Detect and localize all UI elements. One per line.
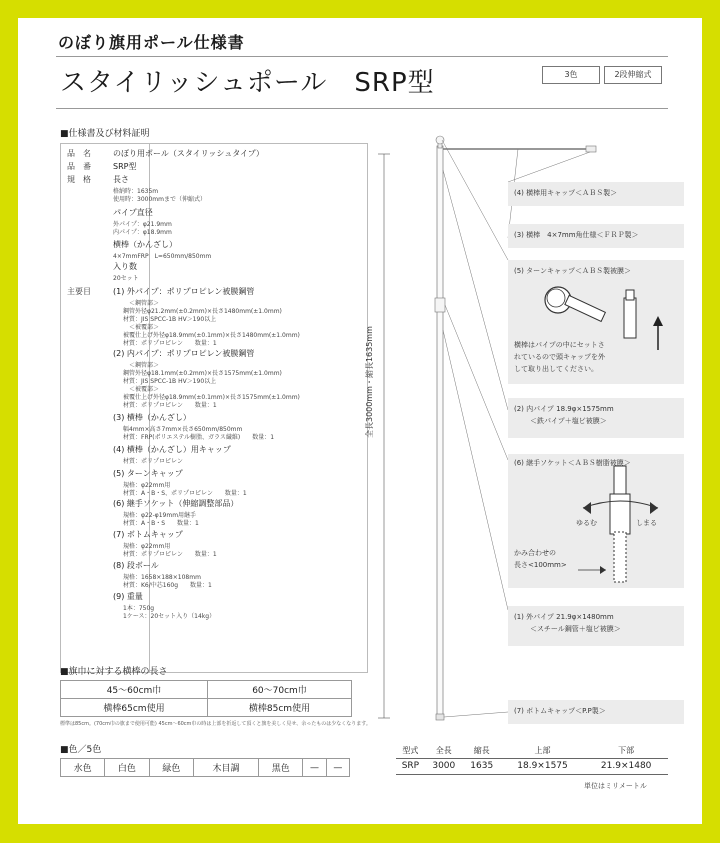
item-4-head: (4) 横棒（かんざし）用キャップ (113, 445, 231, 454)
item-2-head: (2) 内パイプ：ポリプロピレン被膜鋼管 (113, 349, 255, 358)
item-1-line: 材質：ポリプロピレン 数量：1 (123, 340, 217, 347)
item-1-line: 材質：JIS SPCC-1B HV＞190以上 (123, 316, 217, 323)
color-cell: — (326, 759, 349, 777)
color-table (60, 758, 350, 777)
callout-6: (6) 継手ソケット＜ＡＢＳ樹脂被膜＞ (514, 459, 631, 467)
spec-heading: ■仕様書及び材料証明 (60, 129, 150, 139)
name-label: 品 名 (67, 149, 91, 158)
item-7-line: 規格：φ22mm用 (123, 543, 171, 550)
bar-length-heading: ■旗巾に対する横棒の長さ (60, 667, 168, 677)
color-cell: 水色 (61, 759, 105, 777)
callout-1-line-2: ＜スチール鋼管＋塩ビ被膜＞ (530, 625, 621, 633)
pole-shaft (437, 146, 443, 716)
color-cell: 白色 (105, 759, 149, 777)
joint-socket (435, 298, 445, 312)
item-6-head: (6) 継手ソケット（伸縮調整部品） (113, 499, 239, 508)
name-value: のぼり用ポール（スタイリッシュタイプ） (113, 149, 264, 158)
item-9-head: (9) 重量 (113, 592, 143, 601)
item-1-line: 被覆仕上げ外径φ18.9mm(±0.1mm)×長さ1480mm(±1.0mm) (123, 332, 300, 339)
color-cell: 緑色 (149, 759, 193, 777)
callout-7: (7) ボトムキャップ＜P.P製＞ (514, 707, 606, 715)
item-2-line: ＜鋼管部＞ (129, 362, 160, 369)
top-knob (436, 136, 444, 144)
color-cell: 木目調 (193, 759, 258, 777)
callout-5-note: 横棒はパイプの中にセットさ (514, 341, 605, 349)
callout-2-line-1: (2) 内パイプ 18.9φ×1575mm (514, 405, 614, 413)
bar-length-table (60, 680, 352, 717)
item-3-line: 幅4mm×高さ7mm×長さ650mm/850mm (123, 426, 243, 433)
model-label: 品 番 (67, 162, 91, 171)
leader-line (444, 712, 508, 717)
dim-head: 上部 (501, 744, 585, 758)
item-9-line: 1本：750g (123, 605, 155, 612)
dimension-label: 全長3000mm・縮長1635mm (365, 326, 374, 438)
callout-2-line-2: ＜鉄パイプ＋塩ビ被膜＞ (530, 417, 607, 425)
badge-colors: 3色 (542, 66, 600, 84)
dim-value: 18.9×1575 (501, 758, 585, 774)
product-title: スタイリッシュポール SRP型 (60, 68, 435, 98)
dimension-table (396, 744, 668, 775)
qty-line-1: 20セット (113, 275, 139, 282)
item-7-head: (7) ボトムキャップ (113, 530, 183, 539)
item-4-line: 材質：ポリプロピレン (123, 458, 183, 465)
length-line-1: 格納時：1635m (113, 188, 159, 195)
item-7-line: 材質：ポリプロピレン 数量：1 (123, 551, 217, 558)
item-2-line: 被覆仕上げ外径φ18.9mm(±0.1mm)×長さ1575mm(±1.0mm) (123, 394, 300, 401)
bar-col1-head: 45〜60cm巾 (61, 681, 208, 699)
callout-1-line-1: (1) 外パイプ 21.9φ×1480mm (514, 613, 614, 621)
item-3-line: 材質：FRP(ポリエステル樹脂、ガラス繊維) 数量：1 (123, 434, 275, 441)
item-3-head: (3) 横棒（かんざし） (113, 413, 191, 422)
dim-value: SRP (396, 758, 425, 774)
header-divider (56, 56, 668, 57)
bar-col2-value: 横棒85cm使用 (208, 699, 352, 717)
std-label: 規 格 (67, 175, 91, 184)
callout-5-note: して取り出してください。 (514, 365, 598, 373)
length-head: 長さ (113, 175, 129, 184)
engage-label: かみ合わせの (514, 549, 556, 557)
color-cell: — (303, 759, 326, 777)
dim-head: 型式 (396, 744, 425, 758)
item-1-line: ＜鋼管部＞ (129, 300, 160, 307)
leader-line (443, 170, 508, 410)
items-label: 主要目 (67, 287, 91, 296)
item-1-line: 鋼管外径φ21.2mm(±0.2mm)×長さ1480mm(±1.0mm) (123, 308, 282, 315)
bar-col2-head: 60〜70cm巾 (208, 681, 352, 699)
length-line-2: 使用時：3000mmまで（伸縮式） (113, 196, 206, 203)
dim-head: 縮長 (463, 744, 501, 758)
item-6-line: 材質：A・B・S 数量：1 (123, 520, 199, 527)
callout-3: (3) 横棒 4×7mm角仕様＜ＦＲＰ製＞ (514, 231, 639, 239)
item-9-line: 1ケース：20セット入り（14kg） (123, 613, 216, 620)
item-2-line: 材質：JIS SPCC-1B HV＞190以上 (123, 378, 217, 385)
item-2-line: 鋼管外径φ18.1mm(±0.2mm)×長さ1575mm(±1.0mm) (123, 370, 282, 377)
pipe-line-2: 内パイプ：φ18.9mm (113, 229, 172, 236)
item-1-head: (1) 外パイプ：ポリプロピレン被膜鋼管 (113, 287, 255, 296)
color-cell: 黒色 (259, 759, 303, 777)
item-6-line: 規格：φ22-φ19mm用継手 (123, 512, 197, 519)
dim-value: 3000 (425, 758, 463, 774)
model-value: SRP型 (113, 162, 137, 171)
bar-line-1: 4×7mmFRP L=650mm/850mm (113, 253, 212, 260)
item-2-line: ＜被覆部＞ (129, 386, 160, 393)
spec-box (60, 143, 368, 673)
engage-label: 長さ<100mm> (514, 561, 567, 569)
item-2-line: 材質：ポリプロピレン 数量：1 (123, 402, 217, 409)
bottom-cap (436, 714, 444, 720)
loosen-label: ゆるむ (576, 519, 597, 527)
bar-head: 横棒（かんざし） (113, 240, 177, 249)
unit-note: 単位はミリメートル (584, 782, 647, 790)
pipe-line-1: 外パイプ：φ21.9mm (113, 221, 172, 228)
bar-cap (586, 146, 596, 152)
callout-5-note: れているので頭キャップを外 (514, 353, 605, 361)
leader-line (445, 305, 508, 460)
doc-title: のぼり旗用ポール仕様書 (58, 33, 245, 52)
item-8-head: (8) 段ボール (113, 561, 159, 570)
qty-head: 入り数 (113, 262, 137, 271)
leader-line (508, 152, 590, 182)
callout-5: (5) ターンキャップ＜ＡＢＳ製被膜＞ (514, 267, 632, 275)
dim-head: 下部 (584, 744, 668, 758)
pole-diagram (358, 130, 698, 730)
item-5-line: 規格：φ22mm用 (123, 482, 171, 489)
dim-value: 21.9×1480 (584, 758, 668, 774)
leader-line (442, 140, 508, 260)
title-divider (56, 108, 668, 109)
bar-col1-value: 横棒65cm使用 (61, 699, 208, 717)
spec-sheet-page (18, 18, 702, 824)
color-heading: ■色／5色 (60, 745, 102, 755)
dim-value: 1635 (463, 758, 501, 774)
item-1-line: ＜被覆部＞ (129, 324, 160, 331)
pipe-head: パイプ直径 (113, 208, 153, 217)
item-5-line: 材質：A・B・S、ポリプロピレン 数量：1 (123, 490, 247, 497)
leader-line (443, 330, 508, 610)
item-8-line: 材質：K6/中芯160g 数量：1 (123, 582, 212, 589)
item-5-head: (5) ターンキャップ (113, 469, 183, 478)
item-8-line: 規格：1658×188×108mm (123, 574, 201, 581)
callout-4: (4) 横棒用キャップ＜ＡＢＳ製＞ (514, 189, 618, 197)
bar-length-note: 標準は85cm。(70cm巾の旗まで使用可能) 45cm〜60cm巾の時は上部を折返して頂くと旗を美しく見せ、余ったものは少なくなります。 (60, 721, 371, 727)
dim-head: 全長 (425, 744, 463, 758)
tighten-label: しまる (636, 519, 657, 527)
badge-type: 2段伸縮式 (604, 66, 662, 84)
